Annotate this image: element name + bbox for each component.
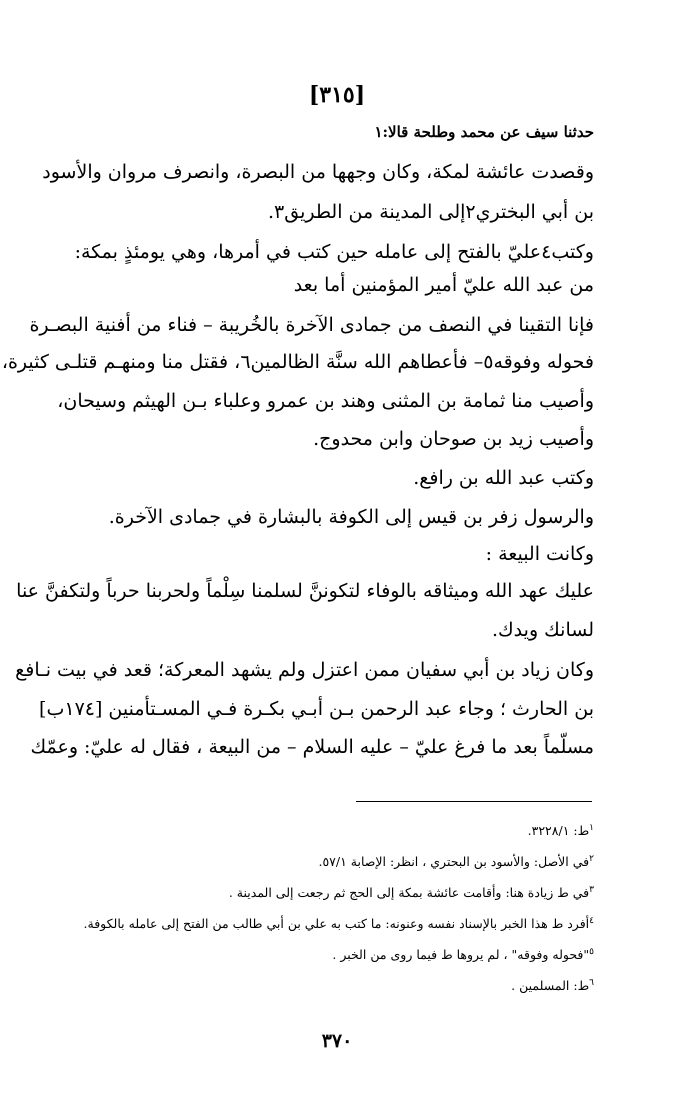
footnote-number: ١: [589, 823, 594, 833]
text-line: فإنا التقينا في النصف من جمادى الآخرة بالخُريبة – فناء من أفنية البصـرة: [29, 314, 594, 336]
footnote: [80, 820, 594, 839]
footnote-text: في ط زيادة هنا: وأقامت عائشة بمكة إلى الحج ثم رجعت إلى المدينة .: [228, 885, 590, 901]
text-line: وكتب٤عليّ بالفتح إلى عامله حين كتب في أمرها، وهي يومئذٍ بمكة:: [74, 241, 594, 263]
footnote: [80, 882, 594, 901]
footnote-text: ط: ٣٢٢٨/١.: [527, 823, 590, 839]
text-line: وكانت البيعة :: [485, 543, 594, 565]
section-number: [٣١٥]: [308, 82, 366, 108]
isnad-line: حدثنا سيف عن محمد وطلحة قالا:١: [374, 123, 594, 141]
text-line: فحوله وفوقه٥– فأعطاهم الله سنَّة الظالمين٦، فقتل منا ومنهـم قتلـى كثيرة،: [1, 351, 594, 373]
footnote: [80, 851, 594, 870]
text-line: مسلّماً بعد ما فرغ عليّ – عليه السلام – من البيعة ، فقال له عليّ: وعمّك: [30, 736, 594, 758]
footnote-text: ط: المسلمين .: [511, 978, 590, 994]
text-line: بن أبي البختري٢إلى المدينة من الطريق٣.: [267, 201, 594, 223]
text-line: بن الحارث ؛ وجاء عبد الرحمن بـن أبـي بكـرة فـي المسـتأمنين [١٧٤ب]: [39, 698, 594, 720]
footnote-number: ٣: [589, 885, 594, 895]
footnote-text: أفرد ط هذا الخبر بالإسناد نفسه وعنونه: ما كتب به علي بن أبي طالب من الفتح إلى عامله بالكوفة.: [83, 916, 590, 932]
footnote-text: في الأصل: والأسود بن البحتري ، انظر: الإصابة ٥٧/١.: [318, 854, 590, 870]
text-line: والرسول زفر بن قيس إلى الكوفة بالبشارة في جمادى الآخرة.: [108, 506, 594, 528]
text-line: عليك عهد الله وميثاقه بالوفاء لتكوننَّ لسلمنا سِلْماً ولحربنا حرباً ولتكفنَّ عنا: [16, 580, 594, 602]
footnote-number: ٢: [589, 854, 594, 864]
page-number: ٣٧٠: [321, 1030, 353, 1052]
footnote: [80, 913, 594, 932]
footnote: [80, 975, 594, 994]
footnote-number: ٦: [589, 978, 594, 988]
text-line: وكان زياد بن أبي سفيان ممن اعتزل ولم يشهد المعركة؛ قعد في بيت نـافع: [15, 659, 594, 681]
footnote-divider: [356, 801, 592, 802]
text-line: لسانك ويدك.: [491, 619, 594, 641]
footnote-number: ٥: [589, 947, 594, 957]
text-line: وقصدت عائشة لمكة، وكان وجهها من البصرة، وانصرف مروان والأسود: [42, 161, 594, 183]
text-line: وكتب عبد الله بن رافع.: [413, 467, 594, 489]
footnote-text: "فحوله وفوقه" ، لم يروها ط فيما روى من الخبر .: [332, 947, 590, 963]
text-line: وأصيب منا ثمامة بن المثنى وهند بن عمرو وعلباء بـن الهيثم وسيحان،: [57, 390, 594, 412]
footnote-number: ٤: [589, 916, 594, 926]
footnote: [80, 944, 594, 963]
text-line: من عبد الله عليّ أمير المؤمنين أما بعد: [293, 274, 594, 296]
text-line: وأصيب زيد بن صوحان وابن محدوج.: [313, 428, 594, 450]
